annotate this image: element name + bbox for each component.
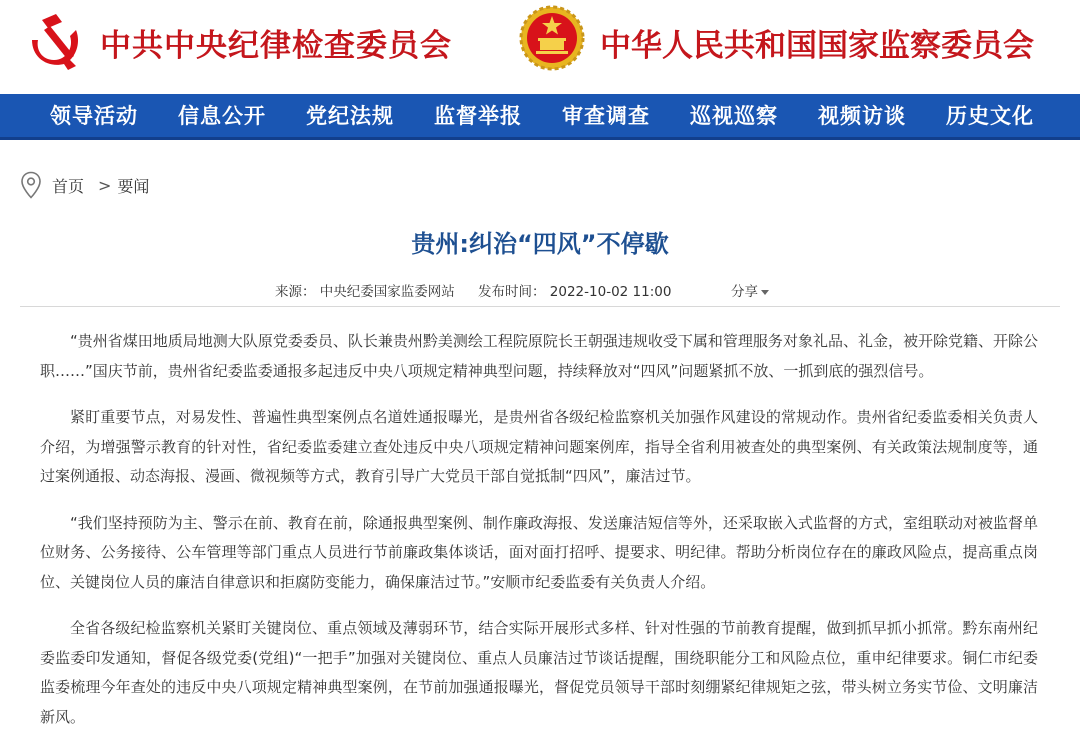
party-emblem-icon bbox=[22, 10, 86, 74]
national-emblem-icon bbox=[518, 4, 586, 72]
share-label: 分享 bbox=[731, 284, 758, 300]
article-paragraph: 紧盯重要节点，对易发性、普遍性典型案例点名道姓通报曝光，是贵州省各级纪检监察机关加强作风建设的常规动作。贵州省纪委监委相关负责人介绍，为增强警示教育的针对性，省纪委监委建立查处违反中央八项规定精神问题案例库，指导全省利用被查处的典型案例、有关政策法规制度等，通过案例通报、动态海报、漫画、微视频等方式，教育引导广大党员干部自觉抵制“四风”，廉洁过节。 bbox=[40, 408, 1038, 485]
breadcrumb-home-link[interactable]: 首页 bbox=[52, 176, 85, 196]
nav-item-video-interview[interactable]: 视频访谈 bbox=[818, 103, 906, 128]
article-publish-time: 发布时间： 2022-10-02 11:00 bbox=[478, 284, 672, 300]
article-body bbox=[40, 327, 1038, 749]
breadcrumb bbox=[20, 170, 149, 200]
nav-item-info-disclosure[interactable]: 信息公开 bbox=[178, 103, 266, 128]
nav-item-inspection[interactable]: 巡视巡察 bbox=[690, 103, 778, 128]
location-pin-icon bbox=[20, 171, 42, 199]
nav-item-investigation[interactable]: 审查调查 bbox=[562, 103, 650, 128]
nav-item-regulations[interactable]: 党纪法规 bbox=[306, 103, 394, 128]
article-paragraph: “我们坚持预防为主、警示在前、教育在前，除通报典型案例、制作廉政海报、发送廉洁短信等外，还采取嵌入式监督的方式，室组联动对被监督单位财务、公务接待、公车管理等部门重点人员进行节前廉政集体谈话，面对面打招呼、提要求、明纪律。帮助分析岗位存在的廉政风险点，提高重点岗位、关键岗位人员的廉洁自律意识和拒腐防变能力，确保廉洁过节。”安顺市纪委监委有关负责人介绍。 bbox=[40, 513, 1038, 591]
article-source: 来源： 中央纪委国家监委网站 bbox=[275, 284, 455, 300]
article-paragraph: “贵州省煤田地质局地测大队原党委委员、队长兼贵州黔美测绘工程院原院长王朝强违规收受下属和管理服务对象礼品、礼金，被开除党籍、开除公职……”国庆节前，贵州省纪委监委通报多起违反中央八项规定精神典型问题，持续释放对“四风”问题紧抓不放、一抓到底的强烈信号。 bbox=[40, 332, 1038, 380]
nsc-title: 中华人民共和国国家监察委员会 bbox=[600, 28, 1034, 64]
nav-list bbox=[0, 94, 1080, 137]
article-title: 贵州:纠治“四风”不停歇 bbox=[411, 230, 669, 258]
article-paragraph: 全省各级纪检监察机关紧盯关键岗位、重点领域及薄弱环节，结合实际开展形式多样、针对性强的节前教育提醒，做到抓早抓小抓常。黔东南州纪委监委印发通知，督促各级党委(党组)“一把手”加强对关键岗位、重点人员廉洁过节谈话提醒，围绕职能分工和风险点位，重申纪律要求。铜仁市纪委监委梳理今年查处的违反中央八项规定精神典型案例，在节前加强通报曝光，督促党员领导干部时刻绷紧纪律规矩之弦，带头树立务实节俭、文明廉洁新风。 bbox=[40, 619, 1038, 726]
nav-item-history-culture[interactable]: 历史文化 bbox=[946, 103, 1034, 128]
caret-down-icon bbox=[761, 290, 769, 295]
meta-divider bbox=[20, 306, 1060, 307]
main-nav bbox=[0, 94, 1080, 140]
breadcrumb-separator: > bbox=[98, 175, 112, 195]
nav-item-leadership[interactable]: 领导活动 bbox=[50, 103, 138, 128]
share-button[interactable] bbox=[731, 280, 769, 300]
nav-item-supervision-report[interactable]: 监督举报 bbox=[434, 103, 522, 128]
breadcrumb-current-link[interactable]: 要闻 bbox=[117, 176, 150, 196]
ccdi-title: 中共中央纪律检查委员会 bbox=[100, 28, 452, 64]
site-header bbox=[0, 0, 1080, 94]
